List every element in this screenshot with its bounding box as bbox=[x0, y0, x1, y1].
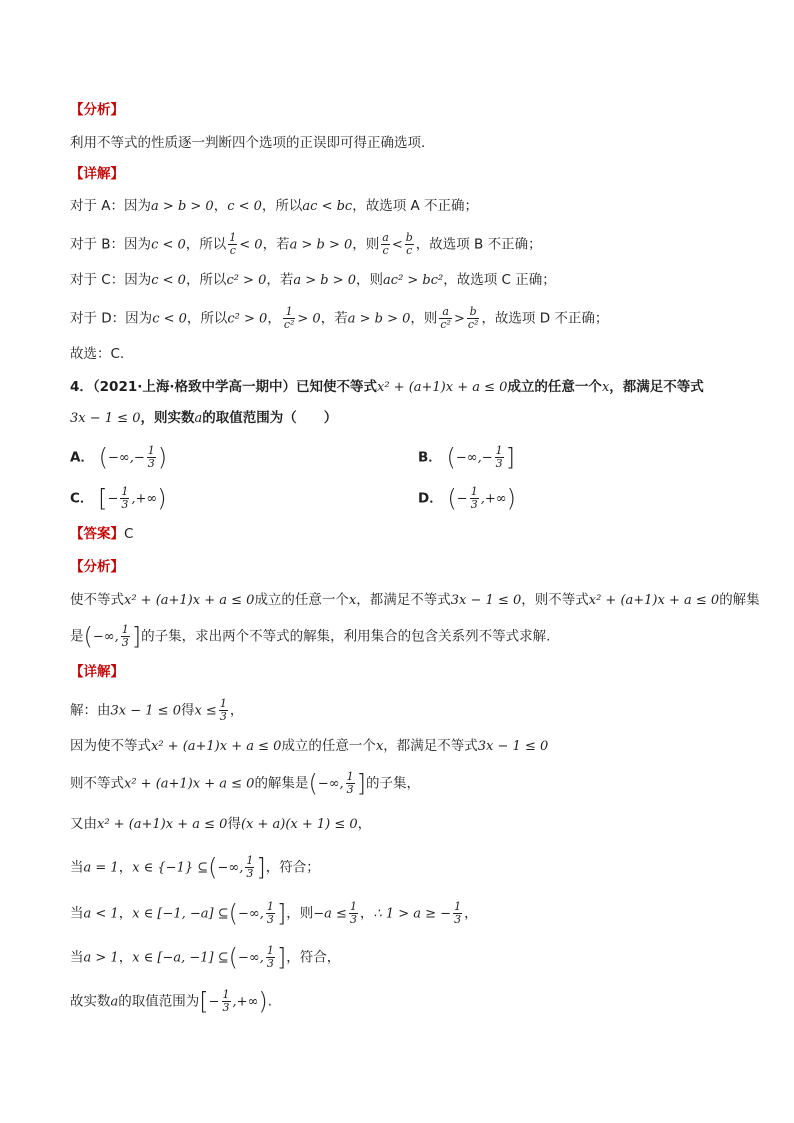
analysis2-heading: 【分析】 bbox=[70, 559, 124, 575]
detail2-step8: 故实数a的取值范围为[− $\frac{1}{3}$ ,+∞). bbox=[70, 987, 273, 1016]
fraction: $\frac{1}{c}$ bbox=[229, 231, 237, 257]
option-c[interactable]: C． [− $\frac{1}{3}$ ,+∞) D． (− $\frac{1}{3}$ ,+∞) bbox=[70, 484, 516, 513]
detail-option-b: 对于 B：因为c < 0，所以 $\frac{1}{c}$ < 0，若a > b > 0，则 $\frac{a}{c}$ < $\frac{b}{c}$ ，故选项 B 不正确； bbox=[70, 231, 542, 257]
choice-text: 故选：C. bbox=[70, 346, 125, 362]
detail2-step4: 又由x² + (a+1)x + a ≤ 0得(x + a)(x + 1) ≤ 0， bbox=[70, 816, 372, 832]
detail2-step6: 当a < 1，x ∈ [−1, −a] ⊆(−∞, $\frac{1}{3}$ ]，则−a ≤ $\frac{1}{3}$ ，∴ 1 > a ≥ − $\frac{1}{3}$ ， bbox=[70, 899, 478, 928]
analysis2-line1: 使不等式x² + (a+1)x + a ≤ 0成立的任意一个x，都满足不等式3x − 1 ≤ 0，则不等式x² + (a+1)x + a ≤ 0的解集 bbox=[70, 592, 760, 608]
detail2-step2: 因为使不等式x² + (a+1)x + a ≤ 0成立的任意一个x，都满足不等式3x − 1 ≤ 0 bbox=[70, 738, 549, 754]
fraction: $\frac{a}{c}$ bbox=[382, 231, 389, 257]
detail2-step5: 当a = 1，x ∈ {−1} ⊆(−∞, $\frac{1}{3}$ ]，符合； bbox=[70, 853, 320, 882]
option-a[interactable]: A． (−∞,− $\frac{1}{3}$ ) B． (−∞,− $\frac{1}{3}$ ] bbox=[70, 443, 515, 472]
question-4-line2: 3x − 1 ≤ 0，则实数a的取值范围为（ ） bbox=[70, 410, 338, 426]
detail-option-a: 对于 A：因为a > b > 0，c < 0，所以ac < bc，故选项 A 不正确； bbox=[70, 198, 479, 214]
detail2-heading: 【详解】 bbox=[70, 664, 124, 680]
analysis2-line2: 是(−∞, $\frac{1}{3}$ ]的子集，求出两个不等式的解集，利用集合的包含关系列不等式求解. bbox=[70, 622, 551, 651]
fraction: $\frac{1}{\text{c²}}$ bbox=[283, 305, 295, 331]
answer-value: C bbox=[124, 526, 134, 542]
answer-line: 【答案】C bbox=[70, 526, 134, 542]
detail2-step3: 则不等式x² + (a+1)x + a ≤ 0的解集是(−∞, $\frac{1}{3}$ ]的子集， bbox=[70, 769, 421, 798]
fraction: $\frac{a}{\text{c²}}$ bbox=[440, 305, 451, 331]
detail-heading: 【详解】 bbox=[70, 166, 124, 182]
fraction: $\frac{b}{c}$ bbox=[405, 231, 413, 257]
option-b[interactable]: B． (−∞,− $\frac{1}{3}$ ] bbox=[418, 443, 515, 472]
detail-option-d: 对于 D：因为c < 0，所以c² > 0， $\frac{1}{\text{c²}}$ > 0，若a > b > 0，则 $\frac{a}{\text{c²}}$ > $\frac{b}{\text{c²}}$ ，故选项 D 不正确； bbox=[70, 305, 609, 331]
analysis-heading: 【分析】 bbox=[70, 102, 124, 118]
detail2-step7: 当a > 1，x ∈ [−a, −1] ⊆(−∞, $\frac{1}{3}$ ]，符合， bbox=[70, 943, 341, 972]
detail-option-c: 对于 C：因为c < 0，所以c² > 0，若a > b > 0，则ac² > bc²，故选项 C 正确； bbox=[70, 272, 556, 288]
question-4-line1: 4．（2021·上海·格致中学高一期中）已知使不等式x² + (a+1)x + a ≤ 0成立的任意一个x，都满足不等式 bbox=[70, 379, 704, 395]
analysis-text: 利用不等式的性质逐一判断四个选项的正误即可得正确选项. bbox=[70, 135, 426, 151]
fraction: $\frac{b}{\text{c²}}$ bbox=[467, 305, 479, 331]
detail2-step1: 解：由3x − 1 ≤ 0得x ≤ $\frac{1}{3}$ ， bbox=[70, 697, 244, 723]
option-d[interactable]: D． (− $\frac{1}{3}$ ,+∞) bbox=[418, 484, 516, 513]
